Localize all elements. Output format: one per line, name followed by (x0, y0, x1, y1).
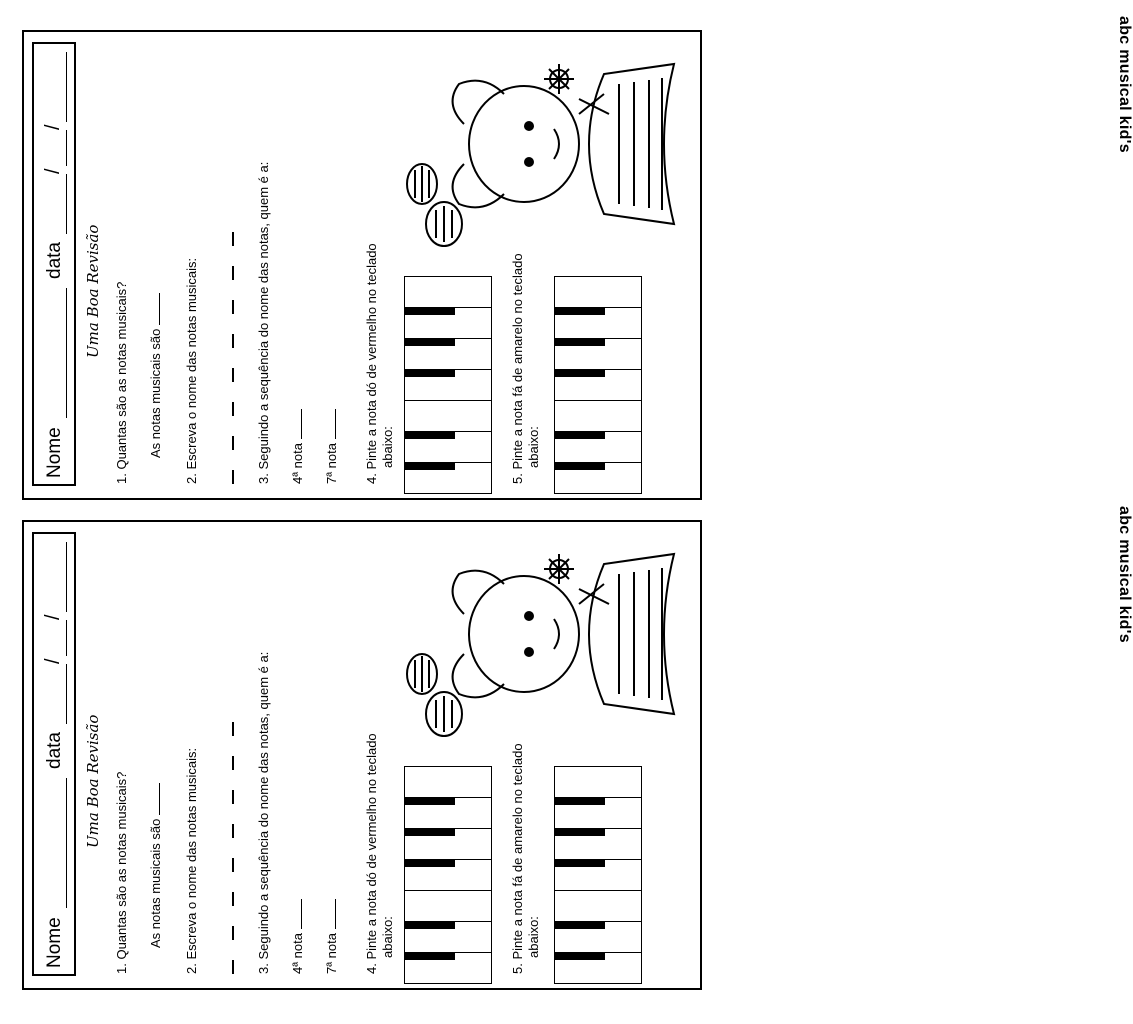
name-label: Nome (44, 427, 65, 478)
worksheet-top (22, 16, 1133, 500)
answer-blank[interactable] (301, 409, 302, 439)
date-day-field[interactable] (66, 664, 67, 724)
question-3-b-row (324, 899, 339, 974)
question-3-a-row (290, 409, 305, 484)
question-3-b-label: 7ª nota (324, 933, 339, 974)
date-slash: / (42, 124, 64, 130)
question-1: 1. Quantas são as notas musicais? (114, 281, 129, 484)
question-4-line1: 4. Pinte a nota dó de vermelho no teclado (364, 243, 379, 484)
worksheet-title: Uma Boa Revisão (84, 224, 102, 358)
keyboard-yellow[interactable] (554, 766, 642, 984)
question-5-line2: abaixo: (526, 916, 541, 958)
girl-reading-icon (404, 524, 684, 744)
question-5-line1: 5. Pinte a nota fá de amarelo no teclado (510, 743, 525, 974)
brand-label: abc musical kid's (1115, 16, 1133, 246)
name-field[interactable] (66, 288, 67, 418)
question-1-answer-row (148, 293, 163, 458)
worksheet-bottom (22, 506, 1133, 990)
answer-blank[interactable] (335, 899, 336, 929)
question-1-answer-label: As notas musicais são (148, 818, 163, 948)
question-4-line1: 4. Pinte a nota dó de vermelho no teclado (364, 733, 379, 974)
question-3-a-row (290, 899, 305, 974)
brand-label: abc musical kid's (1115, 506, 1133, 736)
question-2: 2. Escreva o nome das notas musicais: (184, 747, 199, 974)
notes-answer-blanks[interactable] (232, 734, 234, 974)
question-1: 1. Quantas são as notas musicais? (114, 771, 129, 974)
keyboard-red[interactable] (404, 766, 492, 984)
question-2: 2. Escreva o nome das notas musicais: (184, 257, 199, 484)
date-month-field[interactable] (66, 620, 67, 656)
girl-reading-icon (404, 34, 684, 254)
worksheet-content (24, 522, 700, 988)
date-slash: / (42, 168, 64, 174)
notes-answer-blanks[interactable] (232, 244, 234, 484)
question-4-line2: abaixo: (380, 426, 395, 468)
name-field[interactable] (66, 778, 67, 908)
date-slash: / (42, 614, 64, 620)
answer-blank[interactable] (301, 899, 302, 929)
question-5-line1: 5. Pinte a nota fá de amarelo no teclado (510, 253, 525, 484)
question-3-a-label: 4ª nota (290, 443, 305, 484)
question-3-b-label: 7ª nota (324, 443, 339, 484)
date-slash: / (42, 658, 64, 664)
question-1-answer-row (148, 783, 163, 948)
question-5-line2: abaixo: (526, 426, 541, 468)
question-4-line2: abaixo: (380, 916, 395, 958)
question-3-b-row (324, 409, 339, 484)
answer-blank[interactable] (159, 783, 160, 815)
date-month-field[interactable] (66, 130, 67, 166)
date-day-field[interactable] (66, 174, 67, 234)
question-3-a-label: 4ª nota (290, 933, 305, 974)
answer-blank[interactable] (159, 293, 160, 325)
date-year-field[interactable] (66, 52, 67, 122)
date-label: data (44, 242, 65, 279)
worksheet-content (24, 32, 700, 498)
answer-blank[interactable] (335, 409, 336, 439)
question-1-answer-label: As notas musicais são (148, 328, 163, 458)
name-date-box (32, 532, 76, 976)
name-date-box (32, 42, 76, 486)
keyboard-red[interactable] (404, 276, 492, 494)
question-3: 3. Seguindo a sequência do nome das notas, quem é a: (256, 651, 271, 974)
worksheet-title: Uma Boa Revisão (84, 714, 102, 848)
date-year-field[interactable] (66, 542, 67, 612)
name-label: Nome (44, 917, 65, 968)
keyboard-yellow[interactable] (554, 276, 642, 494)
date-label: data (44, 732, 65, 769)
question-3: 3. Seguindo a sequência do nome das notas, quem é a: (256, 161, 271, 484)
